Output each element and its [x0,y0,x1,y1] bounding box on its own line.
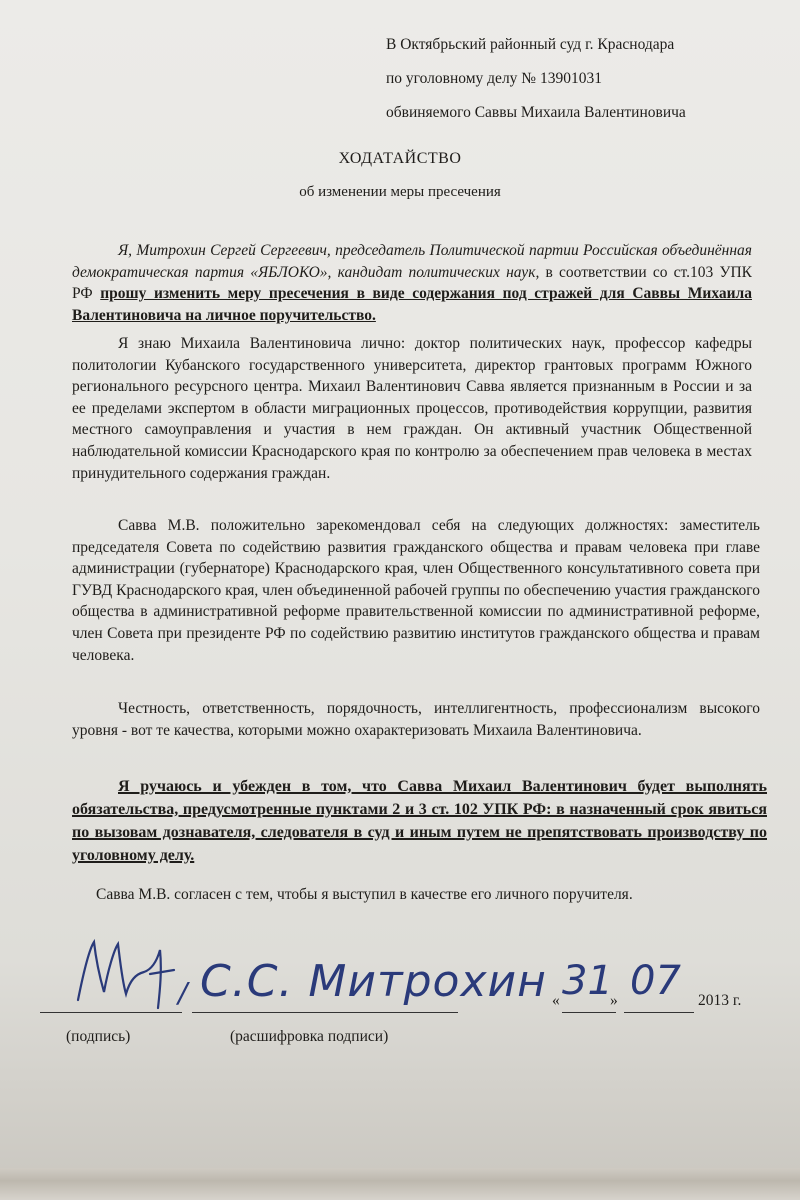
paper-fold [0,1168,800,1200]
qualities-text: Честность, ответственность, порядочность, интеллигентность, профессионализм высокого уровня - вот те качества, которыми можно охарактеризовать Михаила Валентиновича. [72,700,760,739]
legal-basis: в соответствии со ст.103 УПК РФ [72,263,752,303]
positions-text: Савва М.В. положительно зарекомендовал себя на следующих должностях: заместитель председателя Совета по содействию развития гражданского общества и правам человека при главе администрации (губернаторе) Краснодарского края, член Общественного консультативного совета при ГУВД Краснодарского края, член объединенной рабочей группы по обеспечению участия гражданского общества в административной реформе правительственной комиссии по административной реформе, член Совета при президенте РФ по содействию развитию институтов гражданского общества и правам человека. [72,517,760,664]
document-title: ХОДАТАЙСТВО [338,150,462,167]
paragraph-biography [72,333,752,484]
applicant-intro: Я, Митрохин Сергей Сергеевич, председатель Политической партии Российская объединённая демократическая партия «ЯБЛОКО», кандидат политических наук, [72,242,752,281]
date-month: 07 [630,958,681,1004]
request-text: прошу изменить меру пресечения в виде содержания под стражей для Саввы Михаила Валентиновича на личное поручительство. [72,285,752,324]
date-day-line [562,1012,616,1013]
document-subtitle: об изменении меры пресечения [299,184,501,200]
date-open-quote: « [552,992,560,1009]
label-signature: (подпись) [66,1028,131,1045]
label-decoding: (расшифровка подписи) [230,1028,389,1045]
signature-line [40,1012,182,1013]
decoding-line [192,1012,458,1013]
date-day: 31 [562,958,613,1004]
decoded-name: С.С. Митрохин [200,956,547,1007]
separator: / [178,976,188,1009]
addressee-defendant: обвиняемого Саввы Михаила Валентиновича [386,104,686,121]
addressee-case: по уголовному делу № 13901031 [386,70,602,87]
guarantee-text: Я ручаюсь и убежден в том, что Савва Михаил Валентинович будет выполнять обязательства, предусмотренные пунктами 2 и 3 ст. 102 УПК РФ: в назначенный срок явиться по вызовам дознавателя, следователя в суд и иным путем не препятствовать производству по уголовному делу. [72,778,767,864]
signature-block [0,930,800,1070]
addressee-block [386,28,686,130]
paragraph-consent: Савва М.В. согласен с тем, чтобы я выступил в качестве его личного поручителя. [96,886,633,903]
handwritten-signature [70,930,190,1012]
paragraph-request [72,240,752,326]
paragraph-positions [72,515,760,666]
date-year: 2013 г. [698,992,742,1009]
paragraph-qualities [72,698,760,741]
addressee-court: В Октябрьский районный суд г. Краснодара [386,36,675,53]
biography-text: Я знаю Михаила Валентиновича лично: доктор политических наук, профессор кафедры политологии Кубанского государственного университета, директор грантовых программ Южного регионального ресурсного центра. Михаил Валентинович Савва является признанным в России и за ее пределами экспертом в области миграционных процессов, противодействия коррупции, развития местного самоуправления и участия в нем граждан. Он активный участник Общественной наблюдательной комиссии Краснодарского края по контролю за обеспечением прав человека в местах принудительного содержания граждан. [72,335,752,482]
date-month-line [624,1012,694,1013]
paragraph-guarantee [72,775,767,867]
date-close-quote: » [610,992,618,1009]
